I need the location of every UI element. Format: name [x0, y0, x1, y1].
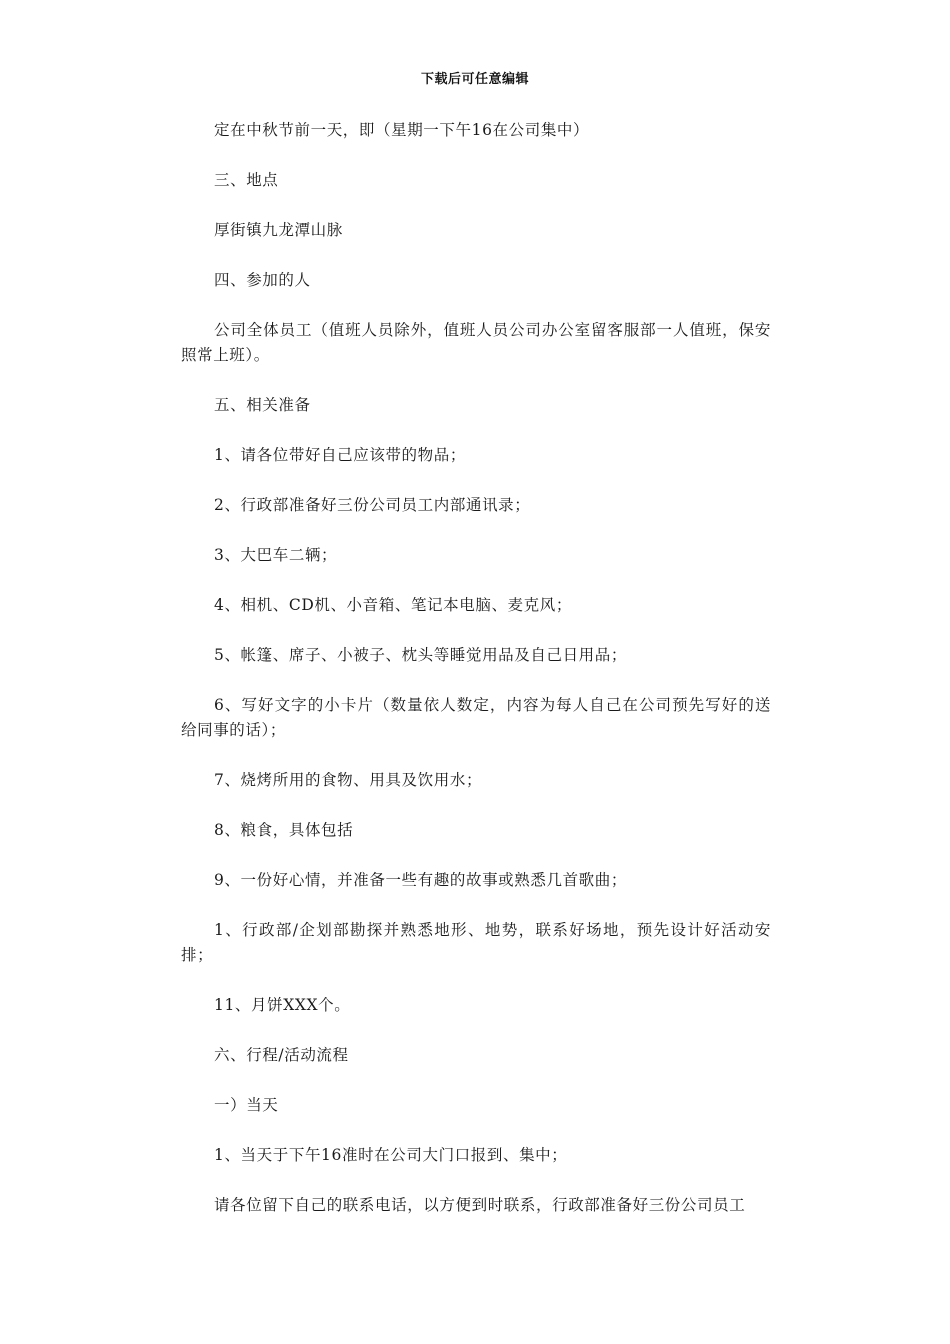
list-item: 1、行政部/企划部勘探并熟悉地形、地势，联系好场地，预先设计好活动安排； [181, 921, 771, 964]
list-item: 2、行政部准备好三份公司员工内部通讯录； [214, 496, 531, 514]
document-body [181, 118, 771, 1243]
list-item: 6、写好文字的小卡片（数量依人数定，内容为每人自己在公司预先写好的送给同事的话）； [181, 696, 771, 739]
list-item: 5、帐篷、席子、小被子、枕头等睡觉用品及自己日用品； [214, 646, 627, 664]
list-item: 1、请各位带好自己应该带的物品； [214, 446, 466, 464]
list-item: 9、一份好心情，并准备一些有趣的故事或熟悉几首歌曲； [214, 871, 627, 889]
list-item: 1、当天于下午16准时在公司大门口报到、集中； [214, 1146, 568, 1164]
paragraph-location: 厚街镇九龙潭山脉 [214, 221, 343, 239]
section-heading-location: 三、地点 [214, 171, 279, 189]
section-heading-schedule: 六、行程/活动流程 [214, 1046, 349, 1064]
list-item: 3、大巴车二辆； [214, 546, 338, 564]
subsection-heading-day: 一）当天 [214, 1096, 279, 1114]
paragraph-contact: 请各位留下自己的联系电话，以方便到时联系，行政部准备好三份公司员工 [214, 1196, 746, 1214]
list-item: 8、粮食，具体包括 [214, 821, 354, 839]
page-header: 下载后可任意编辑 [420, 72, 529, 87]
section-heading-preparation: 五、相关准备 [214, 396, 311, 414]
paragraph-participants: 公司全体员工（值班人员除外，值班人员公司办公室留客服部一人值班，保安照常上班）。 [181, 321, 771, 364]
list-item: 4、相机、CD机、小音箱、笔记本电脑、麦克风； [214, 596, 572, 614]
list-item: 11、月饼XXX个。 [214, 996, 351, 1014]
paragraph-time: 定在中秋节前一天，即（星期一下午16在公司集中） [214, 121, 590, 139]
section-heading-participants: 四、参加的人 [214, 271, 311, 289]
list-item: 7、烧烤所用的食物、用具及饮用水； [214, 771, 483, 789]
